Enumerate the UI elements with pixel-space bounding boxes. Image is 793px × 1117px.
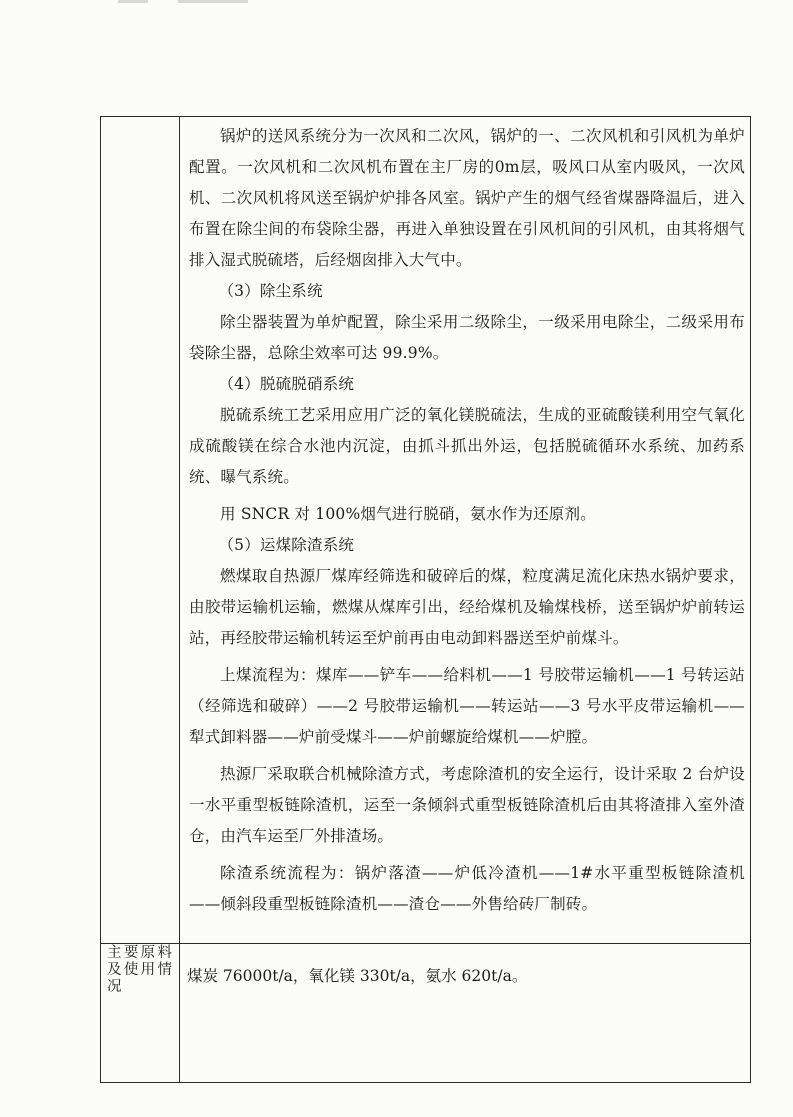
materials-label <box>101 945 179 1082</box>
materials-label-line: 及使用情 <box>107 962 173 978</box>
heading-coal-slag: （5）运煤除渣系统 <box>218 536 355 554</box>
materials-label-line: 况 <box>107 979 123 995</box>
scan-mark <box>178 0 248 3</box>
paragraph-coal-supply: 燃煤取自热源厂煤库经筛选和破碎后的煤，粒度满足流化床热水锅炉要求，由胶带运输机运输，燃煤从煤库引出，经给煤机及输煤栈桥，送至锅炉炉前转运站，再经胶带运输机转运至炉前再由电动卸料器送至炉前煤斗。 <box>189 567 745 647</box>
paragraph-air-system: 锅炉的送风系统分为一次风和二次风，锅炉的一、二次风机和引风机为单炉配置。一次风机和二次风机布置在主厂房的0m层，吸风口从室内吸风，一次风机、二次风机将风送至锅炉炉排各风室。锅炉产生的烟气经省煤器降温后，进入布置在除尘间的布袋除尘器，再进入单独设置在引风机间的引风机，由其将烟气排入湿式脱硫塔，后经烟囱排入大气中。 <box>189 127 745 269</box>
row-divider <box>101 943 750 944</box>
paragraph-slag-removal: 热源厂采取联合机械除渣方式，考虑除渣机的安全运行，设计采取 2 台炉设一水平重型板链除渣机，运至一条倾斜式重型板链除渣机后由其将渣排入室外渣仓，由汽车运至厂外排渣场。 <box>189 765 745 845</box>
column-divider <box>179 117 180 1082</box>
heading-dust-removal: （3）除尘系统 <box>218 282 323 300</box>
scan-mark <box>118 0 148 3</box>
document-table <box>100 116 751 1083</box>
materials-label-line: 主要原料 <box>107 945 173 961</box>
paragraph-dust-removal: 除尘器装置为单炉配置，除尘采用二级除尘，一级采用电除尘，二级采用布袋除尘器，总除尘效率可达 99.9%。 <box>189 313 745 362</box>
paragraph-desulfurization: 脱硫系统工艺采用应用广泛的氧化镁脱硫法，生成的亚硫酸镁利用空气氧化成硫酸镁在综合水池内沉淀，由抓斗抓出外运，包括脱硫循环水系统、加药系统、曝气系统。 <box>189 406 745 486</box>
paragraph-coal-flow: 上煤流程为：煤库——铲车——给料机——1 号胶带运输机——1 号转运站（经筛选和破碎）——2 号胶带运输机——转运站——3 号水平皮带运输机——犁式卸料器——炉前受煤斗——炉前螺旋给煤机——炉膛。 <box>189 666 745 746</box>
section-content <box>189 121 745 920</box>
materials-value: 煤炭 76000t/a，氧化镁 330t/a，氨水 620t/a。 <box>187 967 528 985</box>
paragraph-denitrification: 用 SNCR 对 100%烟气进行脱硝，氨水作为还原剂。 <box>220 505 596 523</box>
paragraph-slag-flow: 除渣系统流程为：锅炉落渣——炉低冷渣机——1#水平重型板链除渣机——倾斜段重型板链除渣机——渣仓——外售给砖厂制砖。 <box>189 864 745 913</box>
heading-desulfurization: （4）脱硫脱硝系统 <box>218 375 355 393</box>
